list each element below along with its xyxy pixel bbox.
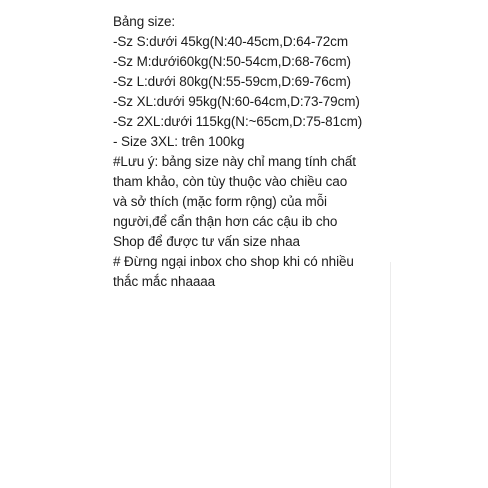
size-table-heading: Bảng size:: [113, 14, 176, 29]
note-line: và sở thích (mặc form rộng) của mỗi: [113, 194, 327, 209]
note-line: Shop để được tư vấn size nhaa: [113, 234, 300, 249]
note-line: #Lưu ý: bảng size này chỉ mang tính chất: [113, 154, 356, 169]
size-xl-line: -Sz XL:dưới 95kg(N:60-64cm,D:73-79cm): [113, 94, 360, 109]
note-line: người,để cẩn thận hơn các cậu ib cho: [113, 214, 338, 229]
note-body[interactable]: [113, 12, 413, 292]
size-3xl-line: - Size 3XL: trên 100kg: [113, 134, 245, 149]
size-l-line: -Sz L:dưới 80kg(N:55-59cm,D:69-76cm): [113, 74, 351, 89]
size-s-line: -Sz S:dưới 45kg(N:40-45cm,D:64-72cm: [113, 34, 348, 49]
inbox-note-line: # Đừng ngại inbox cho shop khi có nhiều: [113, 254, 354, 269]
inbox-note-line: thắc mắc nhaaaa: [113, 274, 216, 289]
size-m-line: -Sz M:dưới60kg(N:50-54cm,D:68-76cm): [113, 54, 351, 69]
note-line: tham khảo, còn tùy thuộc vào chiều cao: [113, 174, 348, 189]
divider: [390, 262, 391, 488]
size-2xl-line: -Sz 2XL:dưới 115kg(N:~65cm,D:75-81cm): [113, 114, 363, 129]
